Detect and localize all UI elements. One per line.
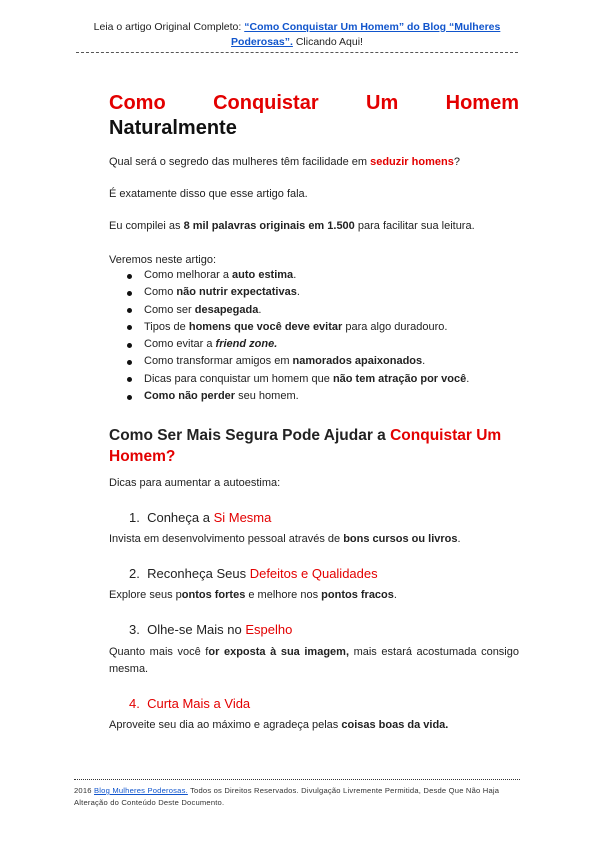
tip-body-4: Aproveite seu dia ao máximo e agradeça pelas coisas boas da vida.	[109, 719, 449, 732]
tip-heading-3: 3. Olhe-se Mais no Espelho	[129, 622, 293, 638]
top-note-suffix: Clicando Aqui!	[292, 36, 363, 48]
section-heading: Como Ser Mais Segura Pode Ajudar a Conquistar Um Homem?	[109, 427, 502, 466]
tip-body-2: Explore seus pontos fortes e melhore nos pontos fracos.	[109, 589, 397, 602]
intro-paragraph-3: Eu compilei as 8 mil palavras originais em 1.500 para facilitar sua leitura.	[109, 220, 475, 232]
tip-heading-2: 2. Reconheça Seus Defeitos e Qualidades	[129, 566, 378, 582]
list-item: Dicas para conquistar um homem que não tem atração por você.	[109, 371, 519, 388]
list-item: Como não nutrir expectativas.	[109, 284, 519, 301]
bullet-icon	[127, 395, 132, 400]
bullet-icon	[127, 325, 132, 330]
list-item: Como não perder seu homem.	[109, 388, 519, 405]
article-title-line2: Naturalmente	[109, 117, 237, 139]
tip-heading-1: 1. Conheça a Si Mesma	[129, 510, 272, 526]
title-word: Um	[366, 92, 399, 114]
bullet-icon	[127, 377, 132, 382]
footer-divider	[74, 779, 520, 780]
tip-body-3: Quanto mais você for exposta à sua imagem, mais estará acostumada consigo mesma.	[109, 646, 519, 676]
bullet-icon	[127, 343, 132, 348]
tip-body-1: Invista em desenvolvimento pessoal através de bons cursos ou livros.	[109, 533, 461, 546]
footer-note: 2016 Blog Mulheres Poderosas. Todos os Direitos Reservados. Divulgação Livremente Permitida, Desde Que Não Haja Alteração do Conteúdo Deste Documento.	[74, 786, 500, 807]
topics-list	[109, 267, 519, 405]
list-item: Como melhorar a auto estima.	[109, 267, 519, 284]
blog-link[interactable]: Blog Mulheres Poderosas.	[94, 786, 188, 795]
list-item: Como ser desapegada.	[109, 302, 519, 319]
intro-question: Qual será o segredo das mulheres têm facilidade em seduzir homens?	[109, 156, 460, 168]
bullet-icon	[127, 308, 132, 313]
top-note	[74, 20, 520, 50]
title-word: Conquistar	[213, 92, 319, 114]
bullet-icon	[127, 360, 132, 365]
top-note-prefix: Leia o artigo Original Completo:	[93, 21, 245, 33]
title-word: Homem	[445, 92, 519, 114]
list-item: Como transformar amigos em namorados apaixonados.	[109, 353, 519, 370]
bullet-icon	[127, 291, 132, 296]
article-body	[109, 90, 519, 732]
top-divider	[76, 52, 518, 53]
section-lead: Dicas para aumentar a autoestima:	[109, 477, 281, 490]
bullet-icon	[127, 274, 132, 279]
original-article-link[interactable]: “Como Conquistar Um Homem” do Blog “Mulheres Poderosas”.	[231, 21, 501, 48]
list-item: Tipos de homens que você deve evitar para algo duradouro.	[109, 319, 519, 336]
intro-paragraph-2: É exatamente disso que esse artigo fala.	[109, 188, 308, 200]
article-title-line1	[109, 90, 519, 116]
tip-heading-4: 4. Curta Mais a Vida	[129, 696, 251, 712]
list-item: Como evitar a friend zone.	[109, 336, 519, 353]
title-word: Como	[109, 92, 166, 114]
list-intro: Veremos neste artigo:	[109, 254, 217, 266]
